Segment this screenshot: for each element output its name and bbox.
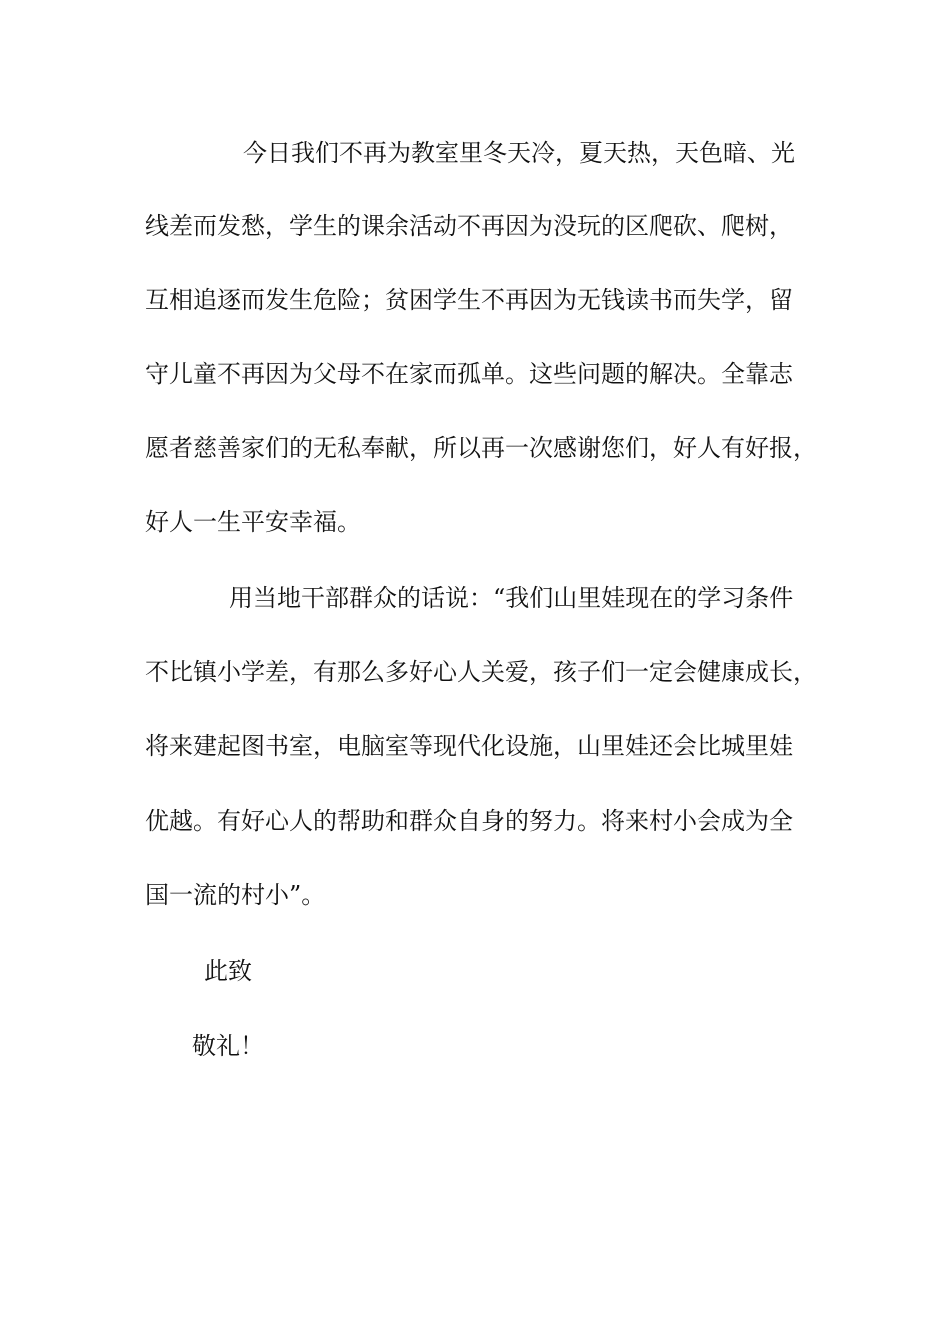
closing-regards: 敬礼！	[192, 1032, 264, 1060]
paragraph-2-line-5: 国一流的村小”。	[145, 881, 326, 909]
paragraph-2-line-2: 不比镇小学差，有那么多好心人关爱，孩子们一定会健康成长，	[145, 658, 817, 686]
paragraph-1-line-2: 线差而发愁，学生的课余活动不再因为没玩的区爬砍、爬树，	[145, 212, 793, 240]
paragraph-1-line-6: 好人一生平安幸福。	[145, 508, 361, 536]
paragraph-1-line-3: 互相追逐而发生危险；贫困学生不再因为无钱读书而失学，留	[145, 286, 793, 314]
paragraph-1-line-4: 守儿童不再因为父母不在家而孤单。这些问题的解决。全靠志	[145, 360, 793, 388]
paragraph-1-line-5: 愿者慈善家们的无私奉献，所以再一次感谢您们，好人有好报，	[145, 434, 817, 462]
paragraph-2-line-3: 将来建起图书室，电脑室等现代化设施，山里娃还会比城里娃	[145, 732, 793, 760]
paragraph-1-line-1: 今日我们不再为教室里冬天冷，夏天热，天色暗、光	[243, 139, 795, 167]
closing-salutation: 此致	[204, 957, 252, 985]
paragraph-2-line-4: 优越。有好心人的帮助和群众自身的努力。将来村小会成为全	[145, 807, 793, 835]
paragraph-2-line-1: 用当地干部群众的话说：“我们山里娃现在的学习条件	[229, 584, 794, 612]
